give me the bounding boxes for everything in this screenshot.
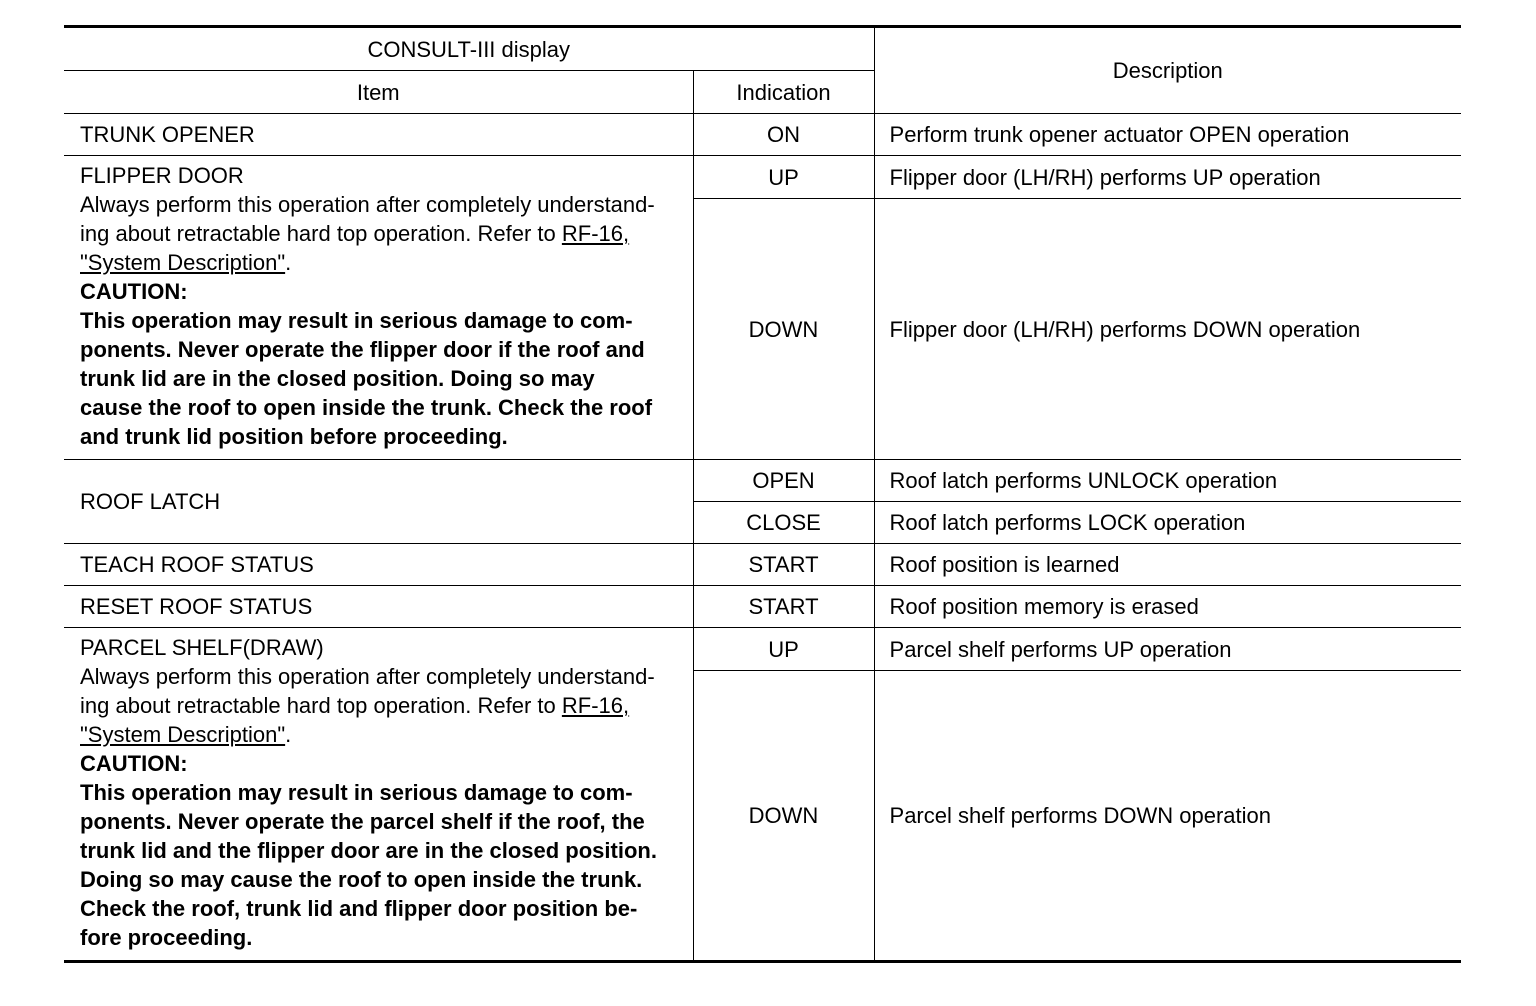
description-trunk-opener-on: Perform trunk opener actuator OPEN operation <box>874 114 1461 156</box>
flipper-door-note-end: . <box>285 250 292 275</box>
indication-roof-latch-close: CLOSE <box>693 502 874 544</box>
indication-parcel-shelf-down: DOWN <box>693 671 874 962</box>
indication-flipper-door-up: UP <box>693 156 874 199</box>
item-reset-roof-status: RESET ROOF STATUS <box>64 586 693 628</box>
table-row-parcel-shelf-up <box>64 628 1461 671</box>
indication-parcel-shelf-up: UP <box>693 628 874 671</box>
table-row-flipper-door-up <box>64 156 1461 199</box>
table-row-teach-roof-status <box>64 544 1461 586</box>
item-parcel-shelf-title: PARCEL SHELF(DRAW) <box>80 635 324 660</box>
item-roof-latch: ROOF LATCH <box>64 460 693 544</box>
flipper-door-caution-text: This operation may result in serious damage to com- ponents. Never operate the flipper door if the roof and trunk lid are in the closed position. Doing so may cause the roof to open inside the trunk. Check the roof and trunk lid position before proceeding. <box>80 308 653 449</box>
indication-flipper-door-down: DOWN <box>693 199 874 460</box>
description-teach-roof-status-start: Roof position is learned <box>874 544 1461 586</box>
item-teach-roof-status: TEACH ROOF STATUS <box>64 544 693 586</box>
indication-reset-roof-status-start: START <box>693 586 874 628</box>
item-flipper-door-title: FLIPPER DOOR <box>80 163 244 188</box>
parcel-shelf-note <box>80 664 655 747</box>
indication-teach-roof-status-start: START <box>693 544 874 586</box>
description-parcel-shelf-down: Parcel shelf performs DOWN operation <box>874 671 1461 962</box>
consult-display-header: CONSULT-III display <box>64 27 874 71</box>
flipper-door-caution-label: CAUTION: <box>80 279 188 304</box>
indication-trunk-opener-on: ON <box>693 114 874 156</box>
flipper-door-note-text: Always perform this operation after completely understand- ing about retractable hard top operation. Refer to <box>80 192 655 246</box>
item-parcel-shelf <box>64 628 693 962</box>
description-roof-latch-close: Roof latch performs LOCK operation <box>874 502 1461 544</box>
description-header: Description <box>874 27 1461 114</box>
parcel-shelf-caution-label: CAUTION: <box>80 751 188 776</box>
description-reset-roof-status-start: Roof position memory is erased <box>874 586 1461 628</box>
parcel-shelf-note-text: Always perform this operation after completely understand- ing about retractable hard top operation. Refer to <box>80 664 655 718</box>
description-flipper-door-up: Flipper door (LH/RH) performs UP operation <box>874 156 1461 199</box>
flipper-door-reference-link[interactable]: RF-16, "System Description" <box>80 221 630 275</box>
description-roof-latch-open: Roof latch performs UNLOCK operation <box>874 460 1461 502</box>
item-header: Item <box>64 71 693 114</box>
indication-header: Indication <box>693 71 874 114</box>
item-trunk-opener: TRUNK OPENER <box>64 114 693 156</box>
table-row-reset-roof-status <box>64 586 1461 628</box>
table-row-trunk-opener <box>64 114 1461 156</box>
indication-roof-latch-open: OPEN <box>693 460 874 502</box>
description-flipper-door-down: Flipper door (LH/RH) performs DOWN operation <box>874 199 1461 460</box>
description-parcel-shelf-up: Parcel shelf performs UP operation <box>874 628 1461 671</box>
item-flipper-door <box>64 156 693 460</box>
consult-table-wrapper <box>64 25 1461 963</box>
header-row-1 <box>64 27 1461 71</box>
parcel-shelf-caution-text: This operation may result in serious damage to com- ponents. Never operate the parcel shelf if the roof, the trunk lid and the flipper door are in the closed position. Doing so may cause the roof to open inside the trunk. Check the roof, trunk lid and flipper door position be- fore proceeding. <box>80 780 657 950</box>
parcel-shelf-note-end: . <box>285 722 292 747</box>
flipper-door-note <box>80 192 655 275</box>
table-row-roof-latch-open <box>64 460 1461 502</box>
parcel-shelf-reference-link[interactable]: RF-16, "System Description" <box>80 693 630 747</box>
consult-active-test-table <box>64 25 1461 963</box>
